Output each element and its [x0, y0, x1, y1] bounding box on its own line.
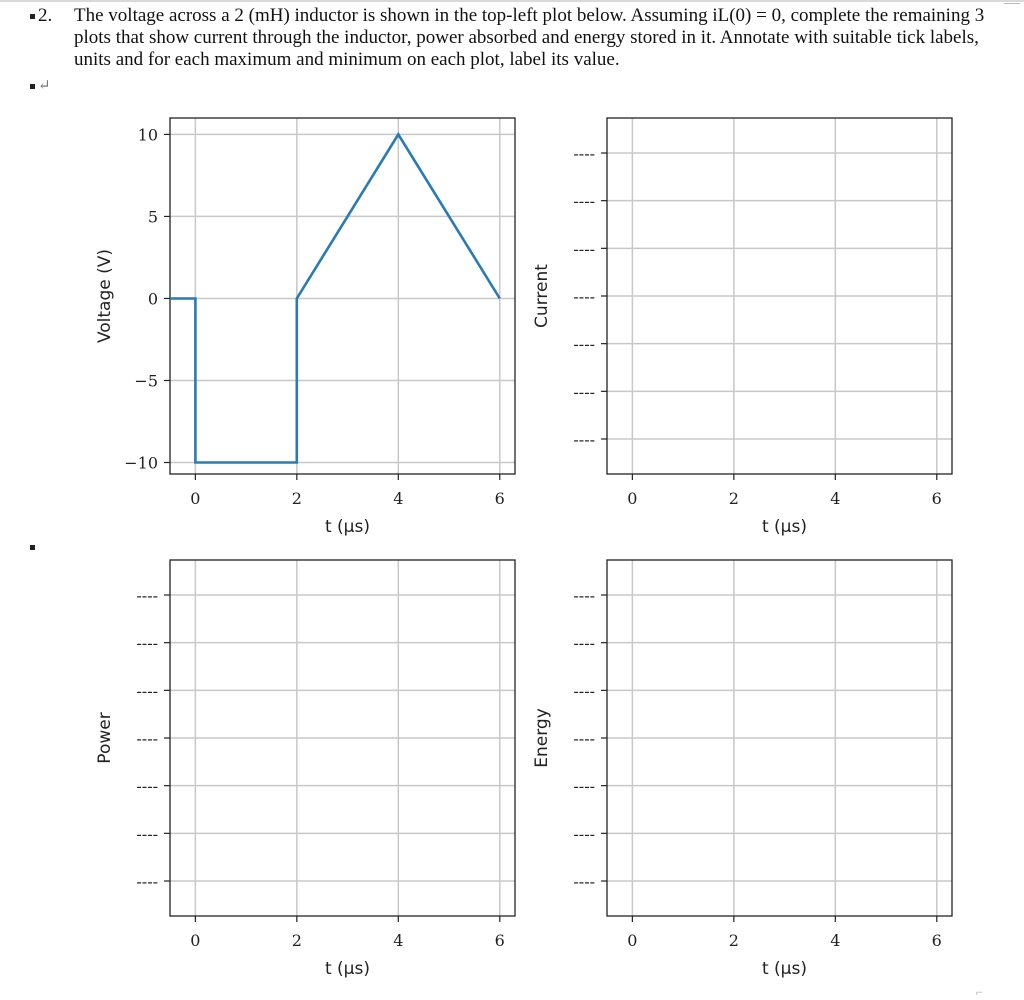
y-tick-label: ---- — [573, 776, 595, 796]
y-tick-label: ---- — [136, 681, 158, 701]
x-tick-label: 0 — [190, 931, 201, 950]
y-tick-label: ---- — [573, 729, 595, 748]
y-axis-label: Voltage (V) — [95, 248, 115, 344]
y-tick-label: ---- — [136, 729, 158, 748]
y-tick-label: ---- — [136, 776, 158, 796]
y-tick-label: ---- — [573, 681, 595, 701]
y-tick-label: ---- — [573, 586, 595, 605]
y-tick-label: ---- — [573, 633, 595, 653]
y-tick-label: ---- — [136, 872, 158, 891]
x-tick-label: 4 — [830, 489, 841, 508]
x-axis-label: t (µs) — [324, 959, 371, 979]
plot-frame — [170, 118, 515, 474]
y-tick-label: ---- — [573, 824, 595, 844]
paragraph-return-mark: ↵ — [38, 78, 51, 94]
x-axis-label: t (µs) — [761, 959, 808, 979]
y-axis-label: Current — [532, 264, 552, 328]
chart-panel — [532, 560, 952, 979]
x-tick-label: 0 — [190, 489, 201, 508]
y-tick-label: 10 — [137, 125, 158, 145]
y-tick-label: 5 — [147, 207, 158, 227]
x-tick-label: 4 — [393, 931, 404, 950]
y-tick-label: ---- — [136, 824, 158, 844]
x-tick-label: 2 — [728, 931, 739, 950]
chart-panel — [532, 118, 952, 537]
x-axis-label: t (µs) — [761, 517, 808, 537]
y-axis-label: Power — [95, 712, 115, 764]
y-axis-label: Energy — [532, 708, 552, 768]
y-tick-label: ---- — [573, 872, 595, 891]
x-tick-label: 4 — [830, 931, 841, 950]
corner-mark: ⌐ — [976, 985, 983, 999]
x-tick-label: 2 — [291, 489, 302, 508]
x-tick-label: 2 — [291, 931, 302, 950]
y-tick-label: ---- — [136, 633, 158, 653]
x-tick-label: 6 — [931, 489, 942, 508]
x-tick-label: 6 — [931, 931, 942, 950]
x-tick-label: 0 — [627, 931, 638, 950]
y-tick-label: ---- — [573, 287, 595, 306]
x-axis-label: t (µs) — [324, 517, 371, 537]
y-tick-label: ---- — [573, 334, 595, 354]
chart-panel — [95, 118, 515, 537]
chart-panel — [95, 560, 515, 979]
y-tick-label: 0 — [147, 289, 158, 309]
x-tick-label: 0 — [627, 489, 638, 508]
question-number: 2. — [38, 5, 53, 26]
x-tick-label: 2 — [728, 489, 739, 508]
y-tick-label: −5 — [134, 371, 158, 391]
x-tick-label: 6 — [494, 931, 505, 950]
question-text: The voltage across a 2 (mH) inductor is shown in the top-left plot below. Assuming iL(0) = 0, complete the remaining 3 plots that show current through the inductor, power absorbed and energy stored in it. Annotate with suitable tick labels, units and for each maximum and minimum on each plot, label its value. — [74, 5, 985, 70]
x-tick-label: 6 — [494, 489, 505, 508]
y-tick-label: ---- — [573, 191, 595, 211]
x-tick-label: 4 — [393, 489, 404, 508]
y-tick-label: ---- — [136, 586, 158, 605]
y-tick-label: ---- — [573, 430, 595, 449]
y-tick-label: ---- — [573, 144, 595, 163]
y-tick-label: −10 — [124, 453, 158, 473]
y-tick-label: ---- — [573, 382, 595, 402]
y-tick-label: ---- — [573, 239, 595, 259]
